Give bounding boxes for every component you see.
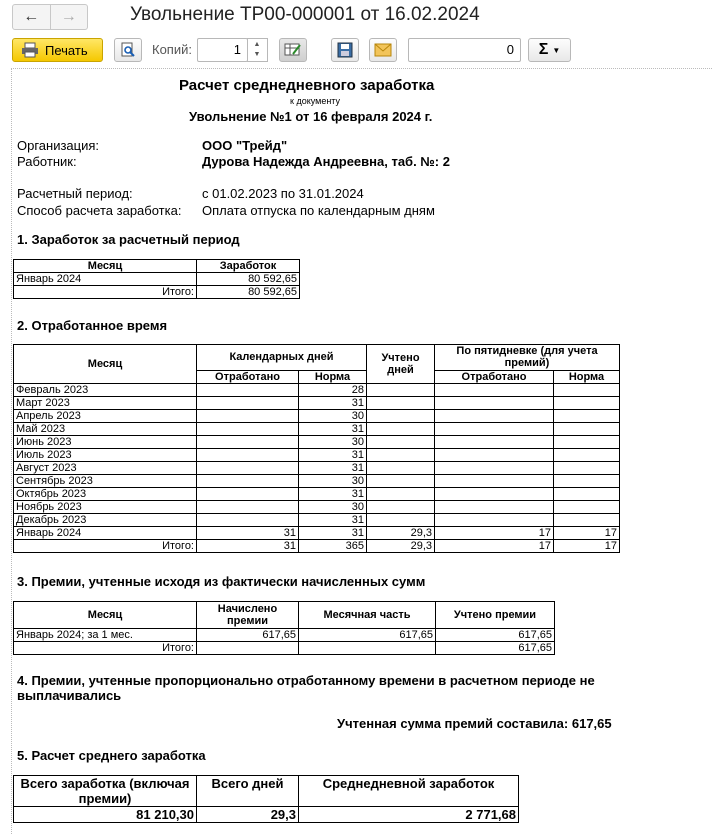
forward-icon[interactable]: → bbox=[50, 5, 88, 29]
col-month: Месяц bbox=[14, 260, 197, 273]
col-total-earnings: Всего заработка (включая премии) bbox=[14, 776, 197, 807]
col-monthly-part: Месячная часть bbox=[299, 602, 436, 629]
method-value: Оплата отпуска по календарным дням bbox=[202, 203, 435, 218]
worked-time-rows bbox=[14, 384, 620, 540]
col-counted-bonus: Учтено премии bbox=[436, 602, 555, 629]
col-average-daily: Среднедневной заработок bbox=[299, 776, 519, 807]
sum-field[interactable]: 0 bbox=[408, 38, 521, 62]
col-calendar-days: Календарных дней bbox=[197, 345, 367, 371]
col-five-norm: Норма bbox=[554, 370, 620, 383]
col-total-days: Всего дней bbox=[197, 776, 299, 807]
window-title: Увольнение ТР00-000001 от 16.02.2024 bbox=[130, 4, 480, 25]
report-document bbox=[11, 68, 713, 834]
table-row: Октябрь 2023 31 bbox=[14, 488, 620, 501]
col-counted-days: Учтено дней bbox=[367, 345, 435, 384]
table-row: Апрель 2023 30 bbox=[14, 410, 620, 423]
report-subtitle: к документу bbox=[290, 96, 341, 106]
printer-icon bbox=[21, 42, 39, 58]
floppy-disk-icon bbox=[337, 42, 353, 58]
total-row: Итого: 31 365 29,3 17 17 bbox=[14, 540, 620, 553]
envelope-icon bbox=[374, 43, 392, 57]
section3-heading: 3. Премии, учтенные исходя из фактически начисленных сумм bbox=[17, 574, 426, 589]
print-preview-icon bbox=[120, 42, 136, 58]
section5-heading: 5. Расчет среднего заработка bbox=[17, 748, 206, 763]
document-reference: Увольнение №1 от 16 февраля 2024 г. bbox=[189, 109, 433, 124]
table-row: Июнь 2023 30 bbox=[14, 436, 620, 449]
result-row bbox=[14, 807, 519, 823]
back-icon[interactable]: ← bbox=[23, 8, 40, 25]
col-month: Месяц bbox=[14, 345, 197, 384]
average-earnings-table bbox=[13, 775, 519, 823]
org-label: Организация: bbox=[17, 138, 100, 153]
col-norm: Норма bbox=[299, 370, 367, 383]
table-row: Февраль 2023 28 bbox=[14, 384, 620, 397]
total-earnings-value: 81 210,30 bbox=[14, 807, 197, 823]
send-email-button[interactable] bbox=[369, 38, 397, 62]
section4-heading: 4. Премии, учтенные пропорционально отработанному времени в расчетном периоде не выплачивались bbox=[17, 673, 595, 703]
col-five-day: По пятидневке (для учета премий) bbox=[435, 345, 620, 371]
table-row: Январь 2024 31 31 29,3 17 17 bbox=[14, 527, 620, 540]
edit-table-icon bbox=[284, 42, 302, 58]
col-earnings: Заработок bbox=[197, 260, 300, 273]
table-row: Март 2023 31 bbox=[14, 397, 620, 410]
table-row: Июль 2023 31 bbox=[14, 449, 620, 462]
toolbar bbox=[0, 36, 713, 66]
col-five-worked: Отработано bbox=[435, 370, 554, 383]
bonus-summary: Учтенная сумма премий составила: 617,65 bbox=[337, 716, 612, 731]
col-worked: Отработано bbox=[197, 370, 299, 383]
title-bar bbox=[0, 0, 713, 33]
edit-mode-button[interactable] bbox=[279, 38, 307, 62]
period-label: Расчетный период: bbox=[17, 186, 133, 201]
nav-buttons bbox=[12, 4, 88, 30]
total-days-value: 29,3 bbox=[197, 807, 299, 823]
org-value: ООО "Трейд" bbox=[202, 138, 288, 153]
worked-time-table bbox=[13, 344, 620, 553]
total-row: Итого: 617,65 bbox=[14, 642, 555, 655]
spin-up-icon[interactable]: ▲ bbox=[253, 41, 261, 48]
total-row: Итого: 80 592,65 bbox=[14, 286, 300, 299]
average-daily-value: 2 771,68 bbox=[299, 807, 519, 823]
report-title: Расчет среднедневного заработка bbox=[179, 77, 435, 94]
print-button[interactable] bbox=[12, 38, 103, 62]
chevron-down-icon: ▼ bbox=[552, 45, 561, 55]
period-value: с 01.02.2023 по 31.01.2024 bbox=[202, 186, 364, 201]
worker-label: Работник: bbox=[17, 154, 77, 169]
table-row: Январь 2024; за 1 мес. 617,65 617,65 617,65 bbox=[14, 629, 555, 642]
save-button[interactable] bbox=[331, 38, 359, 62]
spin-down-icon[interactable]: ▼ bbox=[253, 51, 261, 58]
earnings-table bbox=[13, 259, 300, 299]
copies-input[interactable]: 1 bbox=[197, 38, 248, 62]
table-row: Декабрь 2023 31 bbox=[14, 514, 620, 527]
section2-heading: 2. Отработанное время bbox=[17, 318, 168, 333]
table-row: Ноябрь 2023 30 bbox=[14, 501, 620, 514]
copies-label: Копий: bbox=[152, 42, 192, 57]
sigma-icon: Σ bbox=[538, 41, 549, 58]
sum-menu-button[interactable] bbox=[528, 38, 571, 62]
method-label: Способ расчета заработка: bbox=[17, 203, 182, 218]
col-month: Месяц bbox=[14, 602, 197, 629]
table-row: Январь 2024 80 592,65 bbox=[14, 273, 300, 286]
preview-button[interactable] bbox=[114, 38, 142, 62]
bonuses-table bbox=[13, 601, 555, 655]
print-button-label: Печать bbox=[45, 42, 88, 58]
copies-stepper[interactable] bbox=[247, 38, 268, 62]
table-row: Август 2023 31 bbox=[14, 462, 620, 475]
section1-heading: 1. Заработок за расчетный период bbox=[17, 232, 240, 247]
table-row: Май 2023 31 bbox=[14, 423, 620, 436]
table-row: Сентябрь 2023 30 bbox=[14, 475, 620, 488]
worker-value: Дурова Надежда Андреевна, таб. №: 2 bbox=[202, 154, 450, 169]
col-accrued: Начислено премии bbox=[197, 602, 299, 629]
